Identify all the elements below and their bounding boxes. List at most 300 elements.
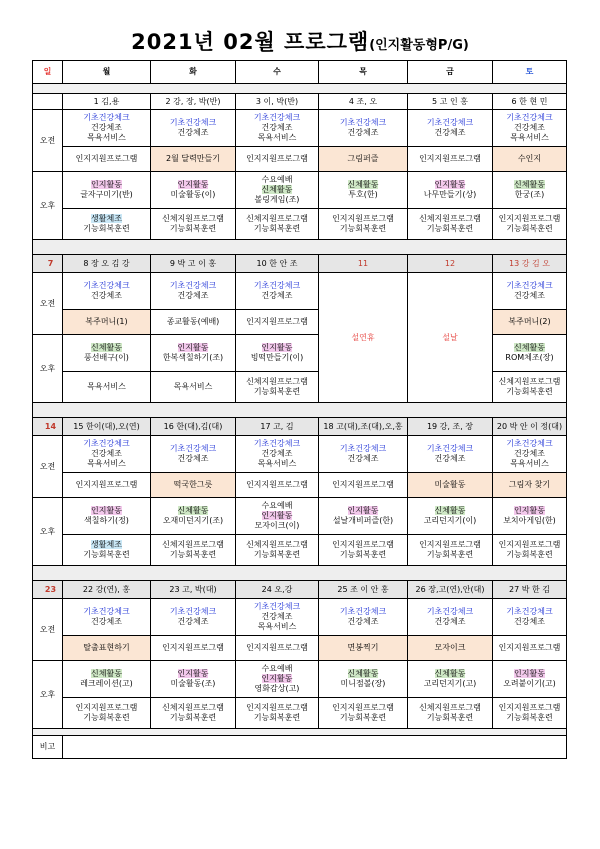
am-program-cell: 복주머니(1) [63,310,151,335]
activity-label: 인지활동 [261,674,293,683]
pm-program-cell [493,209,567,240]
am-activity-cell [493,599,567,636]
day-header-fri: 금 [408,61,493,84]
am-program-cell: 인지지원프로그램 [408,147,493,172]
activity-text [408,679,492,689]
activity-text: 건강체조 [177,454,209,463]
activity-text [319,703,407,713]
pm-program-cell [63,372,151,403]
activity-text [319,713,407,723]
date-cell: 10 한 안 조 [236,255,319,273]
activity-text: 기초건강체크 [506,607,553,616]
pm-program-cell [319,535,408,566]
pm-program-cell [236,698,319,729]
activity-text [493,387,566,397]
activity-text [151,703,235,713]
activity-label: 기능회복훈련 [253,550,301,559]
activity-text: 건강체조 [91,449,122,458]
activity-text [319,214,407,224]
activity-text [236,550,318,560]
pm-activity-cell [408,498,493,535]
activity-label: 설날개비퍼즐(한) [332,516,394,525]
activity-text [493,180,566,190]
activity-label: 투호(한) [348,190,378,199]
activity-text: 목욕서비스 [87,459,126,468]
activity-text: 기초건강체크 [426,607,474,616]
note-row [33,736,567,759]
activity-label: 기능회복훈련 [506,224,553,233]
activity-text: 목욕서비스 [257,622,297,631]
activity-text [319,190,407,200]
day-header-thu: 목 [319,61,408,84]
activity-text: 건강체조 [434,617,466,626]
activity-text: 건강체조 [91,123,122,132]
activity-label: 인지지원프로그램 [332,214,394,223]
activity-label: 인지지원프로그램 [246,703,308,712]
activity-label: 수요예배 [261,664,293,673]
activity-text [63,713,150,723]
activity-text: 목욕서비스 [510,133,549,142]
spacer-row [33,84,567,94]
pm-activity-cell [151,335,236,372]
am-activity-cell [63,599,151,636]
activity-text [408,506,492,516]
activity-text [63,506,150,516]
activity-label: 신체지원프로그램 [498,377,561,386]
pm-activity-cell [493,172,567,209]
activity-text: 건강체조 [514,123,545,132]
am-program-cell: 그림자 찾기 [493,473,567,498]
activity-label: 수요예배 [261,175,293,184]
activity-text [63,190,150,200]
activity-text [319,550,407,560]
pm-activity-cell [408,661,493,698]
pm-activity-cell [236,661,319,698]
activity-text [236,185,318,195]
pm-program-cell [408,535,493,566]
activity-label: ROM체조(장) [505,353,554,362]
activity-text: 건강체조 [177,617,209,626]
activity-text: 건강체조 [347,617,379,626]
am-program-cell: 인지지원프로그램 [236,636,319,661]
day-header-sat: 토 [493,61,567,84]
activity-text [236,664,318,674]
activity-text [63,343,150,353]
activity-text [493,343,566,353]
activity-label: 신체지원프로그램 [246,377,308,386]
separator-cell [33,240,567,255]
activity-text [319,516,407,526]
pm-activity-cell [151,498,236,535]
activity-text [236,353,318,363]
date-cell: 11 [319,255,408,273]
pm-program-cell [493,535,567,566]
am-row-1 [33,110,567,147]
activity-text [63,540,150,550]
activity-label: 신체지원프로그램 [246,540,308,549]
activity-text [236,703,318,713]
sun-date: 7 [33,255,63,273]
activity-text [151,224,235,234]
am-row-1 [33,599,567,636]
pm-activity-cell [63,335,151,372]
activity-text [236,175,318,185]
am-program-cell: 면봉찍기 [319,636,408,661]
activity-text: 목욕서비스 [87,133,126,142]
activity-text: 기초건강체크 [506,113,553,122]
activity-text [493,679,566,689]
activity-label: 기능회복훈련 [426,224,474,233]
day-header-tue: 화 [151,61,236,84]
am-activity-cell [151,273,236,310]
activity-label: 신체활동 [434,506,466,515]
date-cell: 15 한이(대),오(연) [63,418,151,436]
pm-row-1 [33,172,567,209]
activity-text [63,224,150,234]
am-program-cell: 모자이크 [408,636,493,661]
week-separator [33,240,567,255]
activity-label: 인지지원프로그램 [332,703,394,712]
am-program-cell: 인지지원프로그램 [236,473,319,498]
activity-label: 미술활동(이) [170,190,216,199]
am-activity-cell [493,110,567,147]
activity-text [151,214,235,224]
activity-text [151,180,235,190]
activity-label: 고리던지기(고) [423,679,477,688]
pm-activity-cell [408,172,493,209]
pm-activity-cell [319,498,408,535]
activity-text [236,684,318,694]
pm-label: 오후 [33,335,63,403]
activity-text [493,224,566,234]
activity-label: 빙떡만들기(이) [250,353,304,362]
activity-label: 목욕서비스 [87,382,126,391]
pm-row-2 [33,698,567,729]
activity-text [63,516,150,526]
activity-text: 기초건강체크 [253,439,301,448]
activity-text [319,224,407,234]
sun-date: 23 [33,581,63,599]
separator-cell [33,566,567,581]
am-program-cell: 인지지원프로그램 [63,147,151,172]
activity-text: 기초건강체크 [83,439,130,448]
activity-label: 신체활동 [177,506,209,515]
activity-text [63,669,150,679]
date-cell: 22 강(연), 홍 [63,581,151,599]
activity-text [151,506,235,516]
activity-label: 모자이크(이) [254,521,300,530]
pm-activity-cell [236,498,319,535]
am-row-2 [33,636,567,661]
am-activity-cell [236,273,319,310]
activity-label: 신체활동 [91,343,122,352]
pm-program-cell [151,698,236,729]
am-program-cell: 복주머니(2) [493,310,567,335]
activity-text [408,703,492,713]
activity-label: 기능회복훈련 [339,224,387,233]
activity-label: 미술활동(조) [170,679,216,688]
activity-label: 인지활동 [177,343,209,352]
am-activity-cell [63,273,151,310]
activity-text [493,377,566,387]
pm-activity-cell [493,498,567,535]
activity-text [63,703,150,713]
activity-label: 인지활동 [261,343,293,352]
am-activity-cell [408,599,493,636]
activity-text [151,550,235,560]
activity-label: 미니점볼(장) [340,679,386,688]
am-program-cell: 인지지원프로그램 [151,636,236,661]
week-separator [33,403,567,418]
activity-label: 글자구미기(반) [80,190,133,199]
pm-row-2 [33,535,567,566]
activity-label: 신체활동 [514,343,545,352]
activity-text [319,669,407,679]
am-row-1 [33,436,567,473]
activity-text [151,669,235,679]
activity-text [151,679,235,689]
date-cell: 6 한 현 민 [493,94,567,110]
activity-label: 인지활동 [91,506,122,515]
page-title [0,26,600,56]
am-program-cell: 떡국한그릇 [151,473,236,498]
am-program-cell: 그림퍼즐 [319,147,408,172]
pm-program-cell [151,209,236,240]
activity-text [236,343,318,353]
activity-text: 기초건강체크 [169,607,217,616]
schedule-table [32,60,567,759]
activity-label: 영화감상(고) [254,684,300,693]
pm-activity-cell [236,335,319,372]
pm-row-1 [33,498,567,535]
am-activity-cell [408,110,493,147]
activity-text: 건강체조 [91,617,122,626]
am-activity-cell [151,436,236,473]
activity-text [319,540,407,550]
activity-text [63,214,150,224]
activity-text: 기초건강체크 [83,281,130,290]
activity-text [151,516,235,526]
activity-label: 오재미던지기(조) [162,516,224,525]
spacer-cell [33,729,567,736]
activity-label: 기능회복훈련 [169,550,217,559]
date-cell: 23 고, 박(대) [151,581,236,599]
title-main: 2021년 02월 프로그램 [131,30,370,54]
activity-text [63,679,150,689]
pm-program-cell [493,372,567,403]
day-header-mon: 월 [63,61,151,84]
pm-activity-cell [151,172,236,209]
activity-text: 건강체조 [91,291,122,300]
activity-text [236,501,318,511]
am-program-cell: 인지지원프로그램 [63,473,151,498]
activity-text: 기초건강체크 [339,607,387,616]
activity-label: 기능회복훈련 [506,550,553,559]
activity-text: 기초건강체크 [339,118,387,127]
pm-program-cell [493,698,567,729]
activity-label: 기능회복훈련 [426,713,474,722]
note-label: 비고 [33,736,63,759]
activity-label: 기능회복훈련 [339,713,387,722]
activity-text [319,180,407,190]
activity-text [493,506,566,516]
activity-text [408,180,492,190]
activity-text: 목욕서비스 [510,459,549,468]
activity-text [408,550,492,560]
activity-label: 기능회복훈련 [253,224,301,233]
title-sub: (인지활동형P/G) [369,38,469,53]
activity-text: 건강체조 [347,128,379,137]
activity-label: 인지활동 [177,669,209,678]
pm-activity-cell [493,335,567,372]
activity-label: 인지활동 [347,506,379,515]
pm-program-cell [63,698,151,729]
activity-label: 생활체조 [91,540,122,549]
activity-text [151,713,235,723]
pm-program-cell [63,209,151,240]
spacer-row [33,729,567,736]
pm-label: 오후 [33,498,63,566]
am-program-cell: 종교활동(예배) [151,310,236,335]
day-header-sun: 일 [33,61,63,84]
activity-text [493,516,566,526]
date-cell: 16 한(대),김(대) [151,418,236,436]
am-activity-cell [319,110,408,147]
activity-label: 기능회복훈련 [506,387,553,396]
am-activity-cell [493,436,567,473]
pm-program-cell [236,372,319,403]
separator-cell [33,403,567,418]
holiday-cell: 설날 [408,273,493,403]
note-content [63,736,567,759]
activity-text: 건강체조 [177,291,209,300]
activity-label: 나무만들기(상) [423,190,477,199]
activity-text: 기초건강체크 [253,113,301,122]
am-row-2 [33,147,567,172]
am-label: 오전 [33,599,63,661]
am-program-cell: 2월 달력만들기 [151,147,236,172]
activity-text: 건강체조 [261,612,293,621]
activity-label: 인지지원프로그램 [498,703,561,712]
activity-label: 신체지원프로그램 [246,214,308,223]
activity-label: 수요예배 [261,501,293,510]
activity-text [408,516,492,526]
holiday-cell: 설연휴 [319,273,408,403]
activity-label: 기능회복훈련 [169,713,217,722]
pm-row-2 [33,209,567,240]
activity-text [63,180,150,190]
activity-text: 기초건강체크 [169,444,217,453]
pm-program-cell [236,209,319,240]
am-program-cell: 인지지원프로그램 [236,310,319,335]
activity-text: 기초건강체크 [253,602,301,611]
activity-text [408,190,492,200]
activity-label: 오려붙이기(고) [503,679,556,688]
activity-text: 기초건강체크 [253,281,301,290]
activity-text: 건강체조 [434,128,466,137]
pm-program-cell [319,209,408,240]
date-cell: 19 강, 조, 장 [408,418,493,436]
pm-program-cell [63,535,151,566]
activity-label: 기능회복훈련 [83,224,130,233]
header-row [33,61,567,84]
activity-label: 인지지원프로그램 [75,703,138,712]
activity-label: 신체지원프로그램 [162,703,224,712]
activity-text: 기초건강체크 [169,281,217,290]
am-label: 오전 [33,436,63,498]
activity-label: 볼링게임(조) [254,195,300,204]
am-label: 오전 [33,110,63,172]
am-activity-cell [236,436,319,473]
date-cell: 2 강, 장, 박(반) [151,94,236,110]
activity-text [493,190,566,200]
activity-text: 건강체조 [261,291,293,300]
am-activity-cell [236,110,319,147]
pm-program-cell [151,372,236,403]
date-cell: 8 장 오 김 강 [63,255,151,273]
activity-text [493,214,566,224]
activity-label: 기능회복훈련 [253,387,301,396]
activity-label: 기능회복훈련 [83,550,130,559]
activity-label: 인지활동 [91,180,122,189]
week-number-row [33,94,567,110]
activity-text [236,540,318,550]
am-program-cell: 인지지원프로그램 [319,473,408,498]
pm-activity-cell [493,661,567,698]
activity-label: 인지지원프로그램 [332,540,394,549]
activity-label: 신체활동 [347,669,379,678]
activity-label: 한복색칠하기(조) [162,353,224,362]
am-activity-cell [63,436,151,473]
activity-label: 목욕서비스 [173,382,213,391]
activity-text [151,540,235,550]
activity-text: 기초건강체크 [83,607,130,616]
activity-text [408,214,492,224]
activity-text: 건강체조 [261,123,293,132]
pm-activity-cell [63,661,151,698]
date-cell: 4 조, 오 [319,94,408,110]
date-cell: 20 박 안 이 정(대) [493,418,567,436]
activity-text: 건강체조 [514,617,545,626]
activity-text: 기초건강체크 [506,281,553,290]
date-cell: 12 [408,255,493,273]
activity-text: 기초건강체크 [339,444,387,453]
activity-label: 신체지원프로그램 [162,214,224,223]
pm-label: 오후 [33,661,63,729]
date-cell: 17 고, 김 [236,418,319,436]
am-activity-cell [151,599,236,636]
am-program-cell: 미술활동 [408,473,493,498]
activity-text [236,713,318,723]
activity-text [236,377,318,387]
week-number-row [33,581,567,599]
pm-activity-cell [236,172,319,209]
pm-program-cell [236,535,319,566]
activity-text: 기초건강체크 [83,113,130,122]
activity-text [408,224,492,234]
activity-text: 건강체조 [347,454,379,463]
activity-text: 건강체조 [514,449,545,458]
activity-text: 기초건강체크 [169,118,217,127]
activity-label: 풍선배구(이) [84,353,129,362]
activity-text [493,669,566,679]
activity-label: 인지활동 [261,511,293,520]
activity-text [151,190,235,200]
activity-text [493,703,566,713]
am-program-cell: 인지지원프로그램 [236,147,319,172]
pm-activity-cell [151,661,236,698]
activity-label: 인지지원프로그램 [498,214,561,223]
